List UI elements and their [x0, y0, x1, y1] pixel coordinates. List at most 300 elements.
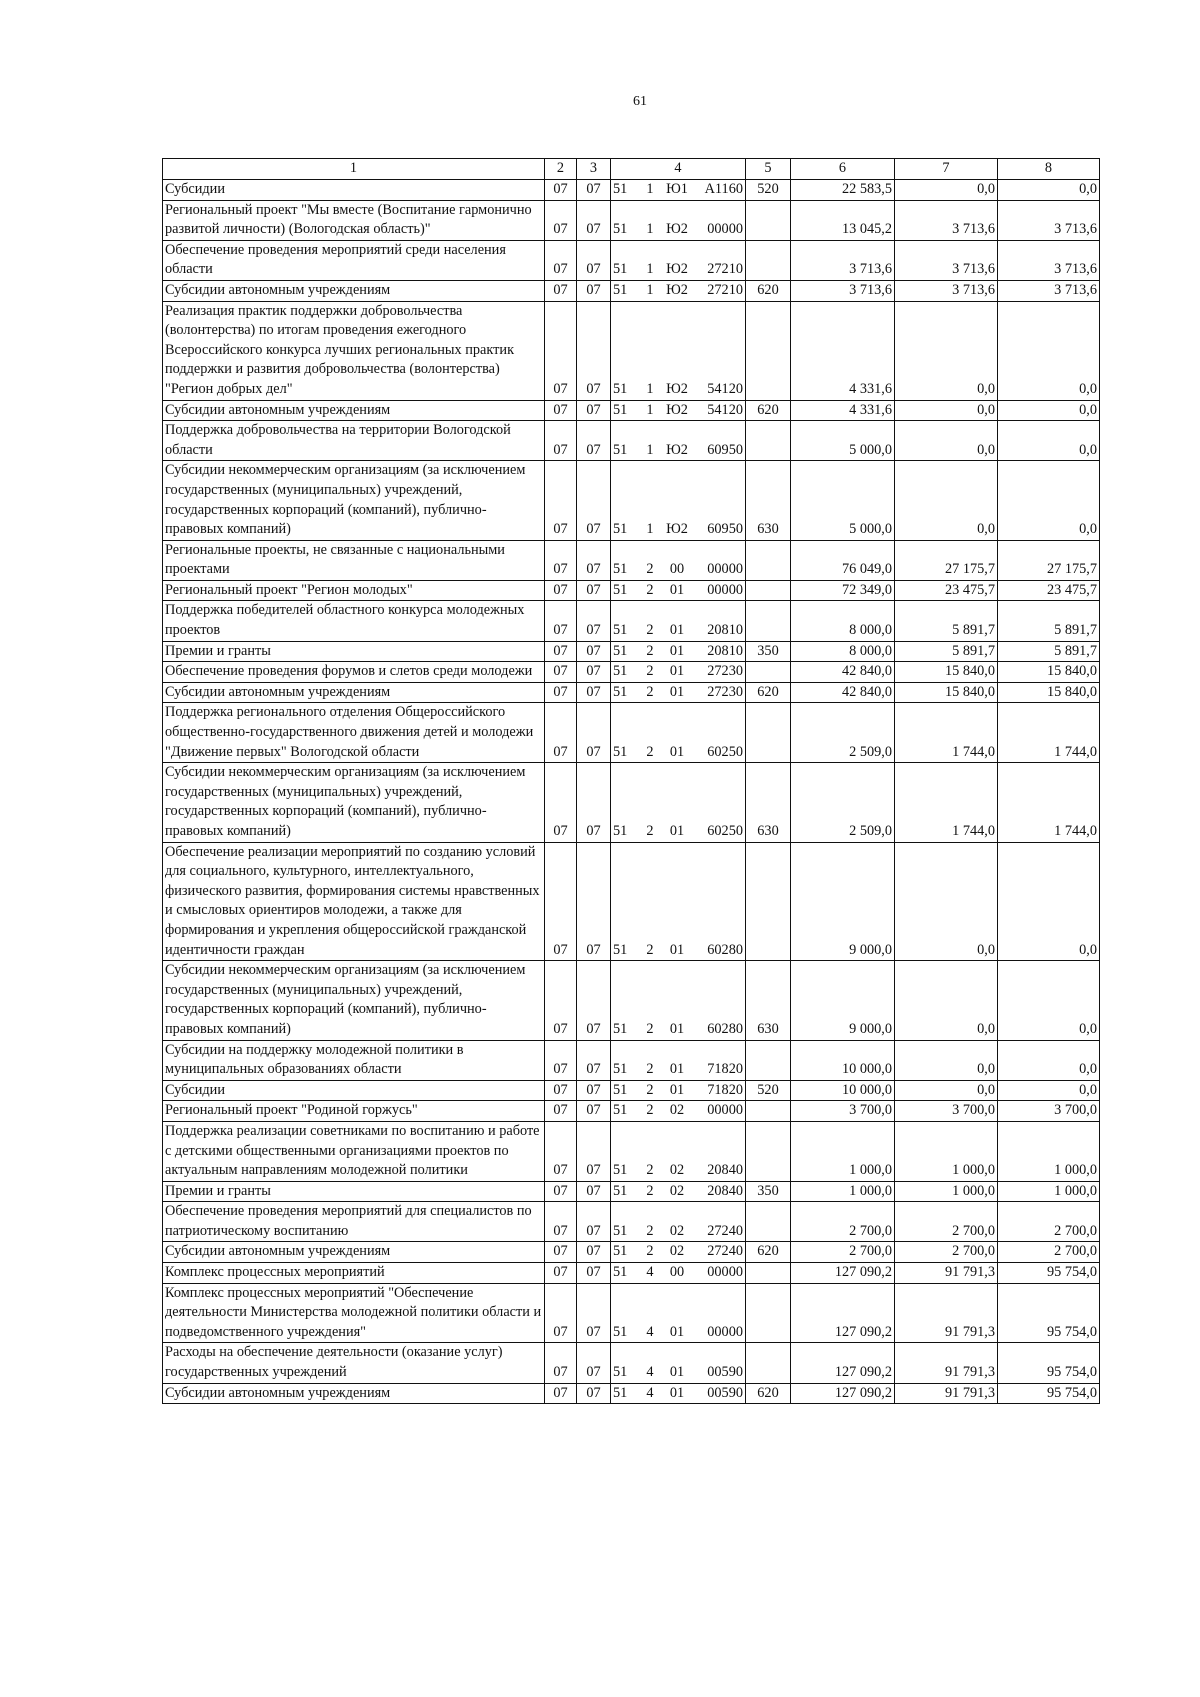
table-row — [163, 580, 1100, 601]
expense-type-code — [746, 1101, 791, 1122]
program-code: 51 — [613, 1222, 628, 1239]
amount-col-8: 15 840,0 — [998, 662, 1100, 683]
direction-code: 20810 — [707, 622, 743, 639]
table-row — [163, 842, 1100, 961]
table-row — [163, 1283, 1100, 1343]
header-col-1: 1 — [163, 159, 545, 180]
amount-col-7: 0,0 — [895, 461, 998, 540]
amount-col-7: 23 475,7 — [895, 580, 998, 601]
amount-col-7: 0,0 — [895, 400, 998, 421]
project-code: 02 — [669, 1243, 685, 1260]
amount-col-8: 27 175,7 — [998, 540, 1100, 580]
amount-col-8: 23 475,7 — [998, 580, 1100, 601]
target-article-parts — [613, 941, 743, 961]
amount-col-6: 2 509,0 — [791, 763, 895, 842]
program-code: 51 — [613, 401, 628, 418]
subprogram-code: 2 — [646, 1162, 654, 1179]
item-name: Комплекс процессных мероприятий — [163, 1263, 545, 1284]
table-row — [163, 1202, 1100, 1242]
expense-type-code — [746, 200, 791, 240]
table-row — [163, 1263, 1100, 1284]
amount-col-7: 91 791,3 — [895, 1383, 998, 1404]
target-article-code — [611, 1343, 746, 1383]
program-code: 51 — [613, 221, 628, 238]
section-code: 07 — [545, 1202, 577, 1242]
subprogram-code: 2 — [646, 561, 654, 578]
subsection-code: 07 — [577, 240, 611, 280]
section-code: 07 — [545, 1040, 577, 1080]
expense-type-code — [746, 842, 791, 961]
item-name: Обеспечение проведения мероприятий среди населения области — [163, 240, 545, 280]
amount-col-6: 1 000,0 — [791, 1121, 895, 1181]
section-code: 07 — [545, 240, 577, 280]
target-article-parts — [613, 662, 743, 682]
direction-code: 27230 — [707, 663, 743, 680]
item-name: Региональный проект "Мы вместе (Воспитание гармонично развитой личности) (Вологодская область)" — [163, 200, 545, 240]
project-code: 01 — [669, 743, 685, 760]
direction-code: 60950 — [707, 521, 743, 538]
expense-type-code — [746, 421, 791, 461]
subprogram-code: 1 — [646, 281, 654, 298]
amount-col-8: 3 713,6 — [998, 200, 1100, 240]
table-row — [163, 540, 1100, 580]
subprogram-code: 2 — [646, 622, 654, 639]
project-code: 01 — [669, 663, 685, 680]
table-row — [163, 240, 1100, 280]
project-code: 02 — [669, 1102, 685, 1119]
amount-col-6: 2 509,0 — [791, 703, 895, 763]
direction-code: 60250 — [707, 743, 743, 760]
expense-type-code: 620 — [746, 1242, 791, 1263]
amount-col-7: 3 700,0 — [895, 1101, 998, 1122]
header-col-8: 8 — [998, 159, 1100, 180]
header-col-6: 6 — [791, 159, 895, 180]
table-row — [163, 1080, 1100, 1101]
page-number: 61 — [633, 94, 647, 109]
subprogram-code: 2 — [646, 1222, 654, 1239]
project-code: 01 — [669, 1020, 685, 1037]
subprogram-code: 2 — [646, 1081, 654, 1098]
subprogram-code: 1 — [646, 221, 654, 238]
item-name: Поддержка победителей областного конкурса молодежных проектов — [163, 601, 545, 641]
direction-code: 00590 — [707, 1364, 743, 1381]
direction-code: 27210 — [707, 261, 743, 278]
table-row — [163, 601, 1100, 641]
section-code: 07 — [545, 842, 577, 961]
expense-type-code — [746, 1343, 791, 1383]
section-code: 07 — [545, 1121, 577, 1181]
program-code: 51 — [613, 941, 628, 958]
item-name: Обеспечение проведения мероприятий для специалистов по патриотическому воспитанию — [163, 1202, 545, 1242]
project-code: 01 — [669, 1323, 685, 1340]
target-article-code — [611, 240, 746, 280]
direction-code: А1160 — [704, 181, 743, 197]
project-code: Ю2 — [666, 401, 688, 418]
project-code: 01 — [669, 642, 685, 659]
program-code: 51 — [613, 1162, 628, 1179]
subsection-code: 07 — [577, 763, 611, 842]
target-article-code — [611, 1040, 746, 1080]
amount-col-6: 5 000,0 — [791, 461, 895, 540]
project-code: 02 — [669, 1182, 685, 1199]
program-code: 51 — [613, 642, 628, 659]
subprogram-code: 2 — [646, 581, 654, 598]
target-article-parts — [613, 822, 743, 842]
direction-code: 60250 — [707, 823, 743, 839]
amount-col-8: 1 000,0 — [998, 1181, 1100, 1202]
target-article-code — [611, 662, 746, 683]
program-code: 51 — [613, 261, 628, 278]
item-name: Обеспечение проведения форумов и слетов среди молодежи — [163, 662, 545, 683]
amount-col-8: 3 713,6 — [998, 240, 1100, 280]
direction-code: 20840 — [707, 1162, 743, 1179]
item-name: Региональный проект "Регион молодых" — [163, 580, 545, 601]
amount-col-6: 10 000,0 — [791, 1040, 895, 1080]
project-code: 01 — [669, 683, 685, 700]
expense-type-code: 620 — [746, 280, 791, 301]
subprogram-code: 2 — [646, 683, 654, 700]
table-row — [163, 703, 1100, 763]
direction-code: 54120 — [707, 380, 743, 397]
item-name: Субсидии — [163, 180, 545, 201]
table-row — [163, 421, 1100, 461]
item-name: Субсидии автономным учреждениям — [163, 1242, 545, 1263]
subsection-code: 07 — [577, 1202, 611, 1242]
direction-code: 20840 — [707, 1182, 743, 1199]
amount-col-8: 0,0 — [998, 400, 1100, 421]
subprogram-code: 2 — [646, 1243, 654, 1260]
subsection-code: 07 — [577, 301, 611, 400]
amount-col-6: 42 840,0 — [791, 662, 895, 683]
amount-col-7: 91 791,3 — [895, 1343, 998, 1383]
subprogram-code: 4 — [646, 1364, 654, 1381]
project-code: 01 — [669, 1061, 685, 1078]
amount-col-7: 1 744,0 — [895, 763, 998, 842]
direction-code: 27240 — [707, 1222, 743, 1239]
expense-type-code — [746, 1283, 791, 1343]
amount-col-8: 0,0 — [998, 180, 1100, 201]
target-article-parts — [613, 560, 743, 580]
amount-col-6: 5 000,0 — [791, 421, 895, 461]
expense-type-code — [746, 662, 791, 683]
item-name: Субсидии автономным учреждениям — [163, 682, 545, 703]
amount-col-7: 0,0 — [895, 842, 998, 961]
program-code: 51 — [613, 1364, 628, 1381]
program-code: 51 — [613, 581, 628, 598]
target-article-parts — [613, 1323, 743, 1343]
target-article-parts — [613, 1182, 743, 1202]
section-code: 07 — [545, 180, 577, 201]
subsection-code: 07 — [577, 1080, 611, 1101]
table-row — [163, 1242, 1100, 1263]
direction-code: 00000 — [707, 561, 743, 578]
subprogram-code: 1 — [646, 521, 654, 538]
program-code: 51 — [613, 1020, 628, 1037]
section-code: 07 — [545, 1283, 577, 1343]
program-code: 51 — [613, 683, 628, 700]
program-code: 51 — [613, 561, 628, 578]
expense-type-code: 350 — [746, 641, 791, 662]
amount-col-6: 127 090,2 — [791, 1283, 895, 1343]
amount-col-6: 13 045,2 — [791, 200, 895, 240]
amount-col-8: 0,0 — [998, 961, 1100, 1040]
amount-col-8: 2 700,0 — [998, 1242, 1100, 1263]
subprogram-code: 2 — [646, 1061, 654, 1078]
table-row — [163, 682, 1100, 703]
amount-col-7: 2 700,0 — [895, 1242, 998, 1263]
expense-type-code — [746, 703, 791, 763]
project-code: 01 — [669, 622, 685, 639]
direction-code: 60280 — [707, 941, 743, 958]
subprogram-code: 1 — [646, 380, 654, 397]
amount-col-8: 95 754,0 — [998, 1343, 1100, 1383]
subprogram-code: 2 — [646, 1020, 654, 1037]
item-name: Поддержка добровольчества на территории Вологодской области — [163, 421, 545, 461]
amount-col-7: 1 000,0 — [895, 1121, 998, 1181]
amount-col-8: 1 744,0 — [998, 763, 1100, 842]
amount-col-6: 2 700,0 — [791, 1242, 895, 1263]
amount-col-8: 15 840,0 — [998, 682, 1100, 703]
subsection-code: 07 — [577, 400, 611, 421]
target-article-code — [611, 580, 746, 601]
target-article-parts — [613, 520, 743, 540]
table-row — [163, 1383, 1100, 1404]
amount-col-7: 3 713,6 — [895, 200, 998, 240]
item-name: Субсидии на поддержку молодежной политики в муниципальных образованиях области — [163, 1040, 545, 1080]
item-name: Премии и гранты — [163, 641, 545, 662]
table-row — [163, 763, 1100, 842]
amount-col-7: 0,0 — [895, 421, 998, 461]
item-name: Субсидии автономным учреждениям — [163, 1383, 545, 1404]
item-name: Расходы на обеспечение деятельности (оказание услуг) государственных учреждений — [163, 1343, 545, 1383]
amount-col-7: 0,0 — [895, 1080, 998, 1101]
direction-code: 60950 — [707, 441, 743, 458]
expense-type-code: 520 — [746, 1080, 791, 1101]
item-name: Субсидии автономным учреждениям — [163, 280, 545, 301]
target-article-parts — [613, 683, 743, 703]
amount-col-7: 3 713,6 — [895, 280, 998, 301]
program-code: 51 — [613, 1243, 628, 1260]
item-name: Обеспечение реализации мероприятий по созданию условий для социального, культурного, интеллектуального, физического развития, формирования системы нравственных и смысловых ориентиров молодежи, а также для формирования и укрепления общероссийской гражданской идентичности граждан — [163, 842, 545, 961]
expense-type-code — [746, 1040, 791, 1080]
project-code: 01 — [669, 1384, 685, 1401]
project-code: Ю2 — [666, 261, 688, 278]
direction-code: 00000 — [707, 1102, 743, 1119]
target-article-code — [611, 1263, 746, 1284]
amount-col-6: 4 331,6 — [791, 400, 895, 421]
subprogram-code: 2 — [646, 663, 654, 680]
target-article-parts — [613, 1263, 743, 1283]
header-col-3: 3 — [577, 159, 611, 180]
section-code: 07 — [545, 280, 577, 301]
amount-col-8: 3 700,0 — [998, 1101, 1100, 1122]
target-article-parts — [613, 180, 743, 200]
direction-code: 00000 — [707, 221, 743, 238]
subsection-code: 07 — [577, 601, 611, 641]
target-article-parts — [613, 1384, 743, 1404]
table-row — [163, 1121, 1100, 1181]
expense-type-code — [746, 301, 791, 400]
target-article-parts — [613, 743, 743, 763]
expense-type-code: 630 — [746, 961, 791, 1040]
project-code: 01 — [669, 581, 685, 598]
section-code: 07 — [545, 1242, 577, 1263]
target-article-parts — [613, 1242, 743, 1262]
amount-col-6: 4 331,6 — [791, 301, 895, 400]
amount-col-6: 22 583,5 — [791, 180, 895, 201]
subsection-code: 07 — [577, 662, 611, 683]
section-code: 07 — [545, 1181, 577, 1202]
table-row — [163, 1343, 1100, 1383]
item-name: Субсидии некоммерческим организациям (за исключением государственных (муниципальных) учреждений, государственных корпораций (компаний), публично-правовых компаний) — [163, 961, 545, 1040]
section-code: 07 — [545, 1080, 577, 1101]
amount-col-6: 9 000,0 — [791, 842, 895, 961]
subsection-code: 07 — [577, 1383, 611, 1404]
amount-col-6: 127 090,2 — [791, 1383, 895, 1404]
expense-type-code: 630 — [746, 763, 791, 842]
target-article-parts — [613, 1161, 743, 1181]
target-article-code — [611, 461, 746, 540]
subsection-code: 07 — [577, 1242, 611, 1263]
subsection-code: 07 — [577, 1343, 611, 1383]
program-code: 51 — [613, 1264, 628, 1281]
project-code: 01 — [669, 941, 685, 958]
budget-table — [162, 158, 1100, 1404]
program-code: 51 — [613, 1061, 628, 1078]
target-article-code — [611, 1242, 746, 1263]
subsection-code: 07 — [577, 540, 611, 580]
amount-col-8: 0,0 — [998, 461, 1100, 540]
amount-col-6: 127 090,2 — [791, 1263, 895, 1284]
target-article-code — [611, 180, 746, 201]
expense-type-code — [746, 540, 791, 580]
item-name: Региональный проект "Родиной горжусь" — [163, 1101, 545, 1122]
target-article-code — [611, 1121, 746, 1181]
direction-code: 71820 — [707, 1081, 743, 1098]
section-code: 07 — [545, 763, 577, 842]
amount-col-8: 0,0 — [998, 1040, 1100, 1080]
section-code: 07 — [545, 1383, 577, 1404]
amount-col-6: 127 090,2 — [791, 1343, 895, 1383]
amount-col-8: 95 754,0 — [998, 1383, 1100, 1404]
target-article-code — [611, 1383, 746, 1404]
amount-col-7: 15 840,0 — [895, 662, 998, 683]
item-name: Реализация практик поддержки добровольчества (волонтерства) по итогам проведения ежегодного Всероссийского конкурса лучших региональных практик поддержки и развития добровольчества (волонтерства) "Регион добрых дел" — [163, 301, 545, 400]
amount-col-7: 5 891,7 — [895, 641, 998, 662]
subprogram-code: 2 — [646, 941, 654, 958]
subsection-code: 07 — [577, 1263, 611, 1284]
amount-col-7: 3 713,6 — [895, 240, 998, 280]
direction-code: 71820 — [707, 1061, 743, 1078]
project-code: 00 — [669, 561, 685, 578]
item-name: Премии и гранты — [163, 1181, 545, 1202]
table-row — [163, 400, 1100, 421]
amount-col-8: 95 754,0 — [998, 1283, 1100, 1343]
amount-col-8: 2 700,0 — [998, 1202, 1100, 1242]
item-name: Субсидии некоммерческим организациям (за исключением государственных (муниципальных) учреждений, государственных корпораций (компаний), публично-правовых компаний) — [163, 763, 545, 842]
program-code: 51 — [613, 1081, 628, 1098]
program-code: 51 — [613, 441, 628, 458]
header-col-4: 4 — [611, 159, 746, 180]
subsection-code: 07 — [577, 461, 611, 540]
direction-code: 20810 — [707, 642, 743, 659]
program-code: 51 — [613, 743, 628, 760]
program-code: 51 — [613, 1102, 628, 1119]
target-article-code — [611, 763, 746, 842]
project-code: Ю1 — [666, 181, 688, 197]
target-article-code — [611, 301, 746, 400]
amount-col-8: 3 713,6 — [998, 280, 1100, 301]
target-article-parts — [613, 1363, 743, 1383]
section-code: 07 — [545, 421, 577, 461]
subprogram-code: 1 — [646, 261, 654, 278]
amount-col-8: 5 891,7 — [998, 641, 1100, 662]
subsection-code: 07 — [577, 1283, 611, 1343]
amount-col-7: 15 840,0 — [895, 682, 998, 703]
project-code: Ю2 — [666, 380, 688, 397]
amount-col-8: 0,0 — [998, 301, 1100, 400]
table-row — [163, 461, 1100, 540]
target-article-code — [611, 1202, 746, 1242]
project-code: Ю2 — [666, 221, 688, 238]
table-row — [163, 662, 1100, 683]
project-code: 00 — [669, 1264, 685, 1281]
amount-col-6: 42 840,0 — [791, 682, 895, 703]
target-article-parts — [613, 642, 743, 662]
target-article-parts — [613, 220, 743, 240]
amount-col-8: 1 744,0 — [998, 703, 1100, 763]
target-article-code — [611, 421, 746, 461]
subsection-code: 07 — [577, 682, 611, 703]
target-article-code — [611, 842, 746, 961]
target-article-parts — [613, 1081, 743, 1101]
subsection-code: 07 — [577, 1040, 611, 1080]
subsection-code: 07 — [577, 200, 611, 240]
expense-type-code: 520 — [746, 180, 791, 201]
subprogram-code: 2 — [646, 642, 654, 659]
header-col-2: 2 — [545, 159, 577, 180]
amount-col-6: 76 049,0 — [791, 540, 895, 580]
item-name: Субсидии автономным учреждениям — [163, 400, 545, 421]
target-article-parts — [613, 281, 743, 301]
program-code: 51 — [613, 380, 628, 397]
direction-code: 54120 — [707, 401, 743, 418]
program-code: 51 — [613, 1384, 628, 1401]
subsection-code: 07 — [577, 180, 611, 201]
target-article-parts — [613, 260, 743, 280]
program-code: 51 — [613, 663, 628, 680]
target-article-code — [611, 961, 746, 1040]
target-article-code — [611, 540, 746, 580]
table-row — [163, 1040, 1100, 1080]
amount-col-6: 3 713,6 — [791, 280, 895, 301]
section-code: 07 — [545, 461, 577, 540]
target-article-parts — [613, 441, 743, 461]
amount-col-6: 8 000,0 — [791, 601, 895, 641]
direction-code: 00590 — [707, 1384, 743, 1401]
amount-col-6: 3 700,0 — [791, 1101, 895, 1122]
direction-code: 00000 — [707, 1323, 743, 1340]
table-row — [163, 641, 1100, 662]
target-article-code — [611, 1080, 746, 1101]
project-code: Ю2 — [666, 281, 688, 298]
target-article-code — [611, 1101, 746, 1122]
subsection-code: 07 — [577, 580, 611, 601]
table-row — [163, 180, 1100, 201]
expense-type-code: 350 — [746, 1181, 791, 1202]
header-col-7: 7 — [895, 159, 998, 180]
subsection-code: 07 — [577, 641, 611, 662]
